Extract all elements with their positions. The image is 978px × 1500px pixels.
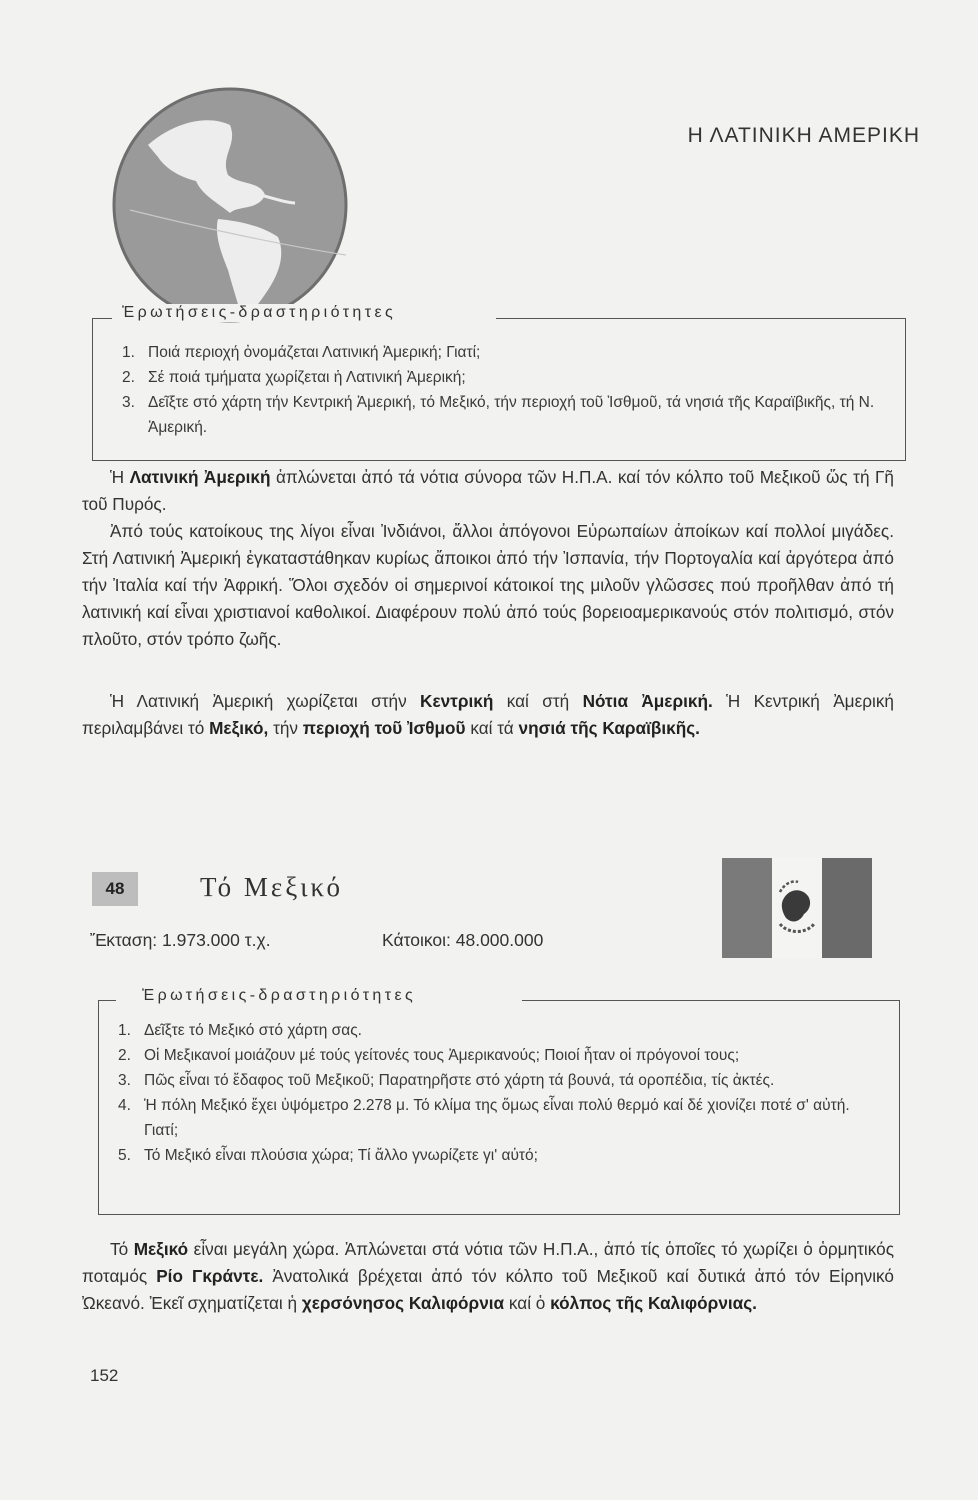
- activities-rule-1b: [496, 318, 906, 319]
- activities-heading-2: Ἐρωτήσεις-δραστηριότητες: [136, 987, 422, 1005]
- mexico-flag-image: [722, 858, 872, 958]
- activities-heading-1: Ἐρωτήσεις-δραστηριότητες: [116, 304, 402, 322]
- list-item: 3. Πῶς εἶναι τό ἔδαφος τοῦ Μεξικοῦ; Παρατηρῆστε στό χάρτη τά βουνά, τά οροπέδια, τίς ἀκτές.: [118, 1072, 775, 1089]
- globe-illustration: [110, 85, 350, 325]
- activities-list-2: [118, 1018, 878, 1168]
- section-title: Τό Μεξικό: [200, 872, 344, 902]
- page-number: 152: [90, 1366, 119, 1385]
- list-item: 1. Ποιά περιοχή ὀνομάζεται Λατινική Ἀμερική; Γιατί;: [122, 344, 481, 361]
- mexico-paragraph: Τό Μεξικό εἶναι μεγάλη χώρα. Ἁπλώνεται στά νότια τῶν Η.Π.Α., ἀπό τίς ὁποῖες τό χωρίζει ὁ ὁρμητικός ποταμός Ρίο Γκράντε. Ἀνατολικά βρέχεται ἀπό τόν κόλπο τοῦ Μεξικοῦ καί δυτικά ἀπό τόν Εἰρηνικό Ὠκεανό. Ἐκεῖ σχηματίζεται ἡ χερσόνησος Καλιφόρνια καί ὁ κόλπος τῆς Καλιφόρνιας.: [82, 1239, 894, 1313]
- intro-paragraph-1: Ἡ Λατινική Ἀμερική ἁπλώνεται ἀπό τά νότια σύνορα τῶν Η.Π.Α. καί τόν κόλπο τοῦ Μεξικοῦ ὥς τή Γῆ τοῦ Πυρός.: [82, 467, 894, 514]
- activities-rule-2b: [522, 1000, 900, 1001]
- section-number: 48: [92, 872, 138, 906]
- population-stat: Κάτοικοι: 48.000.000: [382, 930, 544, 950]
- list-item: 3. Δεῖξτε στό χάρτη τήν Κεντρική Ἀμερική, τό Μεξικό, τήν περιοχή τοῦ Ἰσθμοῦ, τά νησιά τῆς Καραϊβικῆς, τή Ν. Ἀμερική.: [122, 394, 875, 436]
- intro-paragraph-2: Ἀπό τούς κατοίκους της λίγοι εἶναι Ἰνδιάνοι, ἄλλοι ἀπόγονοι Εὐρωπαίων ἀποίκων καί πολλοί μιγάδες. Στή Λατινική Ἀμερική ἐγκαταστάθηκαν κυρίως ἄποικοι ἀπό τήν Ἰσπανία, τήν Πορτογαλία καί ἀργότερα ἀπό τήν Ἰταλία καί τήν Ἀφρική. Ὅλοι σχεδόν οἱ σημερινοί κάτοικοί της μιλοῦν γλῶσσες πού προῆλθαν ἀπό τή λατινική καί εἶναι χριστιανοί καθολικοί. Διαφέρουν πολύ ἀπό τούς βορειοαμερικανούς στόν πολιτισμό, στόν πλοῦτο, στόν τρόπο ζωῆς.: [82, 521, 894, 649]
- activities-rule-1: [92, 318, 112, 319]
- list-item: 5. Τό Μεξικό εἶναι πλούσια χώρα; Τί ἄλλο γνωρίζετε γι' αὐτό;: [118, 1147, 538, 1164]
- list-item: 2. Οἱ Μεξικανοί μοιάζουν μέ τούς γείτονές τους Ἀμερικανούς; Ποιοί ἦταν οἱ πρόγονοί τους;: [118, 1047, 740, 1064]
- intro-paragraph-3: Ἡ Λατινική Ἀμερική χωρίζεται στήν Κεντρική καί στή Νότια Ἀμερική. Ἡ Κεντρική Ἀμερική περιλαμβάνει τό Μεξικό, τήν περιοχή τοῦ Ἰσθμοῦ καί τά νησιά τῆς Καραϊβικῆς.: [82, 691, 894, 738]
- list-item: 1. Δεῖξτε τό Μεξικό στό χάρτη σας.: [118, 1022, 362, 1039]
- activities-rule-2: [98, 1000, 116, 1001]
- chapter-title: Η ΛΑΤΙΝΙΚΗ ΑΜΕΡΙΚΗ: [687, 124, 920, 147]
- activities-list-1: [122, 340, 882, 440]
- list-item: 4. Ἡ πόλη Μεξικό ἔχει ὑψόμετρο 2.278 μ. Τό κλίμα της ὅμως εἶναι πολύ θερμό καί δέ χιονίζει ποτέ σ' αὐτή. Γιατί;: [118, 1097, 850, 1139]
- area-stat: Ἔκταση: 1.973.000 τ.χ.: [90, 930, 271, 950]
- list-item: 2. Σέ ποιά τμήματα χωρίζεται ἡ Λατινική Ἀμερική;: [122, 369, 466, 386]
